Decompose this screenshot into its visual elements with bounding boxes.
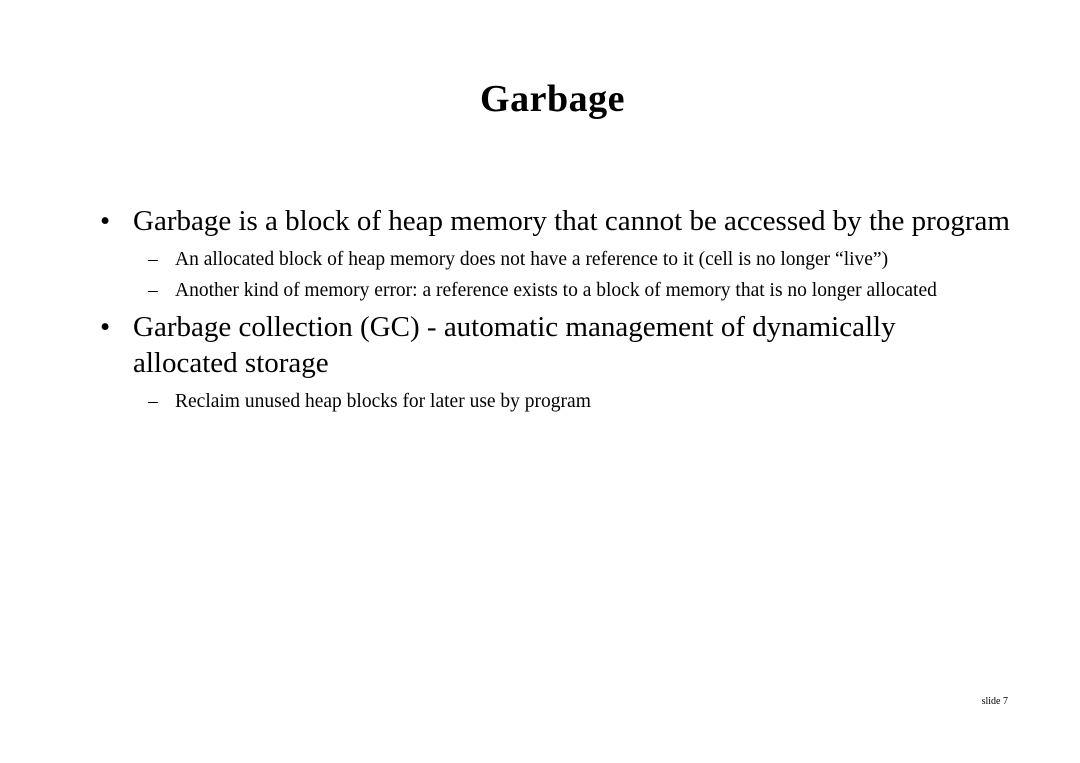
sub-marker: – [148,249,158,270]
bullet-marker: • [100,311,111,343]
sub-text: An allocated block of heap memory does not have a reference to it (cell is no longer “live”) [175,249,889,270]
sub-item [148,247,975,272]
sub-marker: – [148,280,158,301]
sub-item [148,278,1005,303]
sub-item [148,389,1000,414]
sub-text: Reclaim unused heap blocks for later use by program [175,391,591,412]
bullet-item [100,203,1013,239]
slide-title: Garbage [480,78,625,120]
bullet-text: Garbage is a block of heap memory that cannot be accessed by the program [133,205,1010,237]
bullet-text: Garbage collection (GC) - automatic management of dynamically allocated storage [133,311,896,379]
sub-list [100,389,1000,414]
slide-body [100,203,1010,420]
slide-number: slide 7 [981,696,1008,707]
sub-marker: – [148,391,158,412]
bullet-item [100,309,983,381]
sub-list [100,247,1000,303]
sub-text: Another kind of memory error: a reference exists to a block of memory that is no longer allocated [175,280,937,301]
bullet-marker: • [100,205,111,237]
